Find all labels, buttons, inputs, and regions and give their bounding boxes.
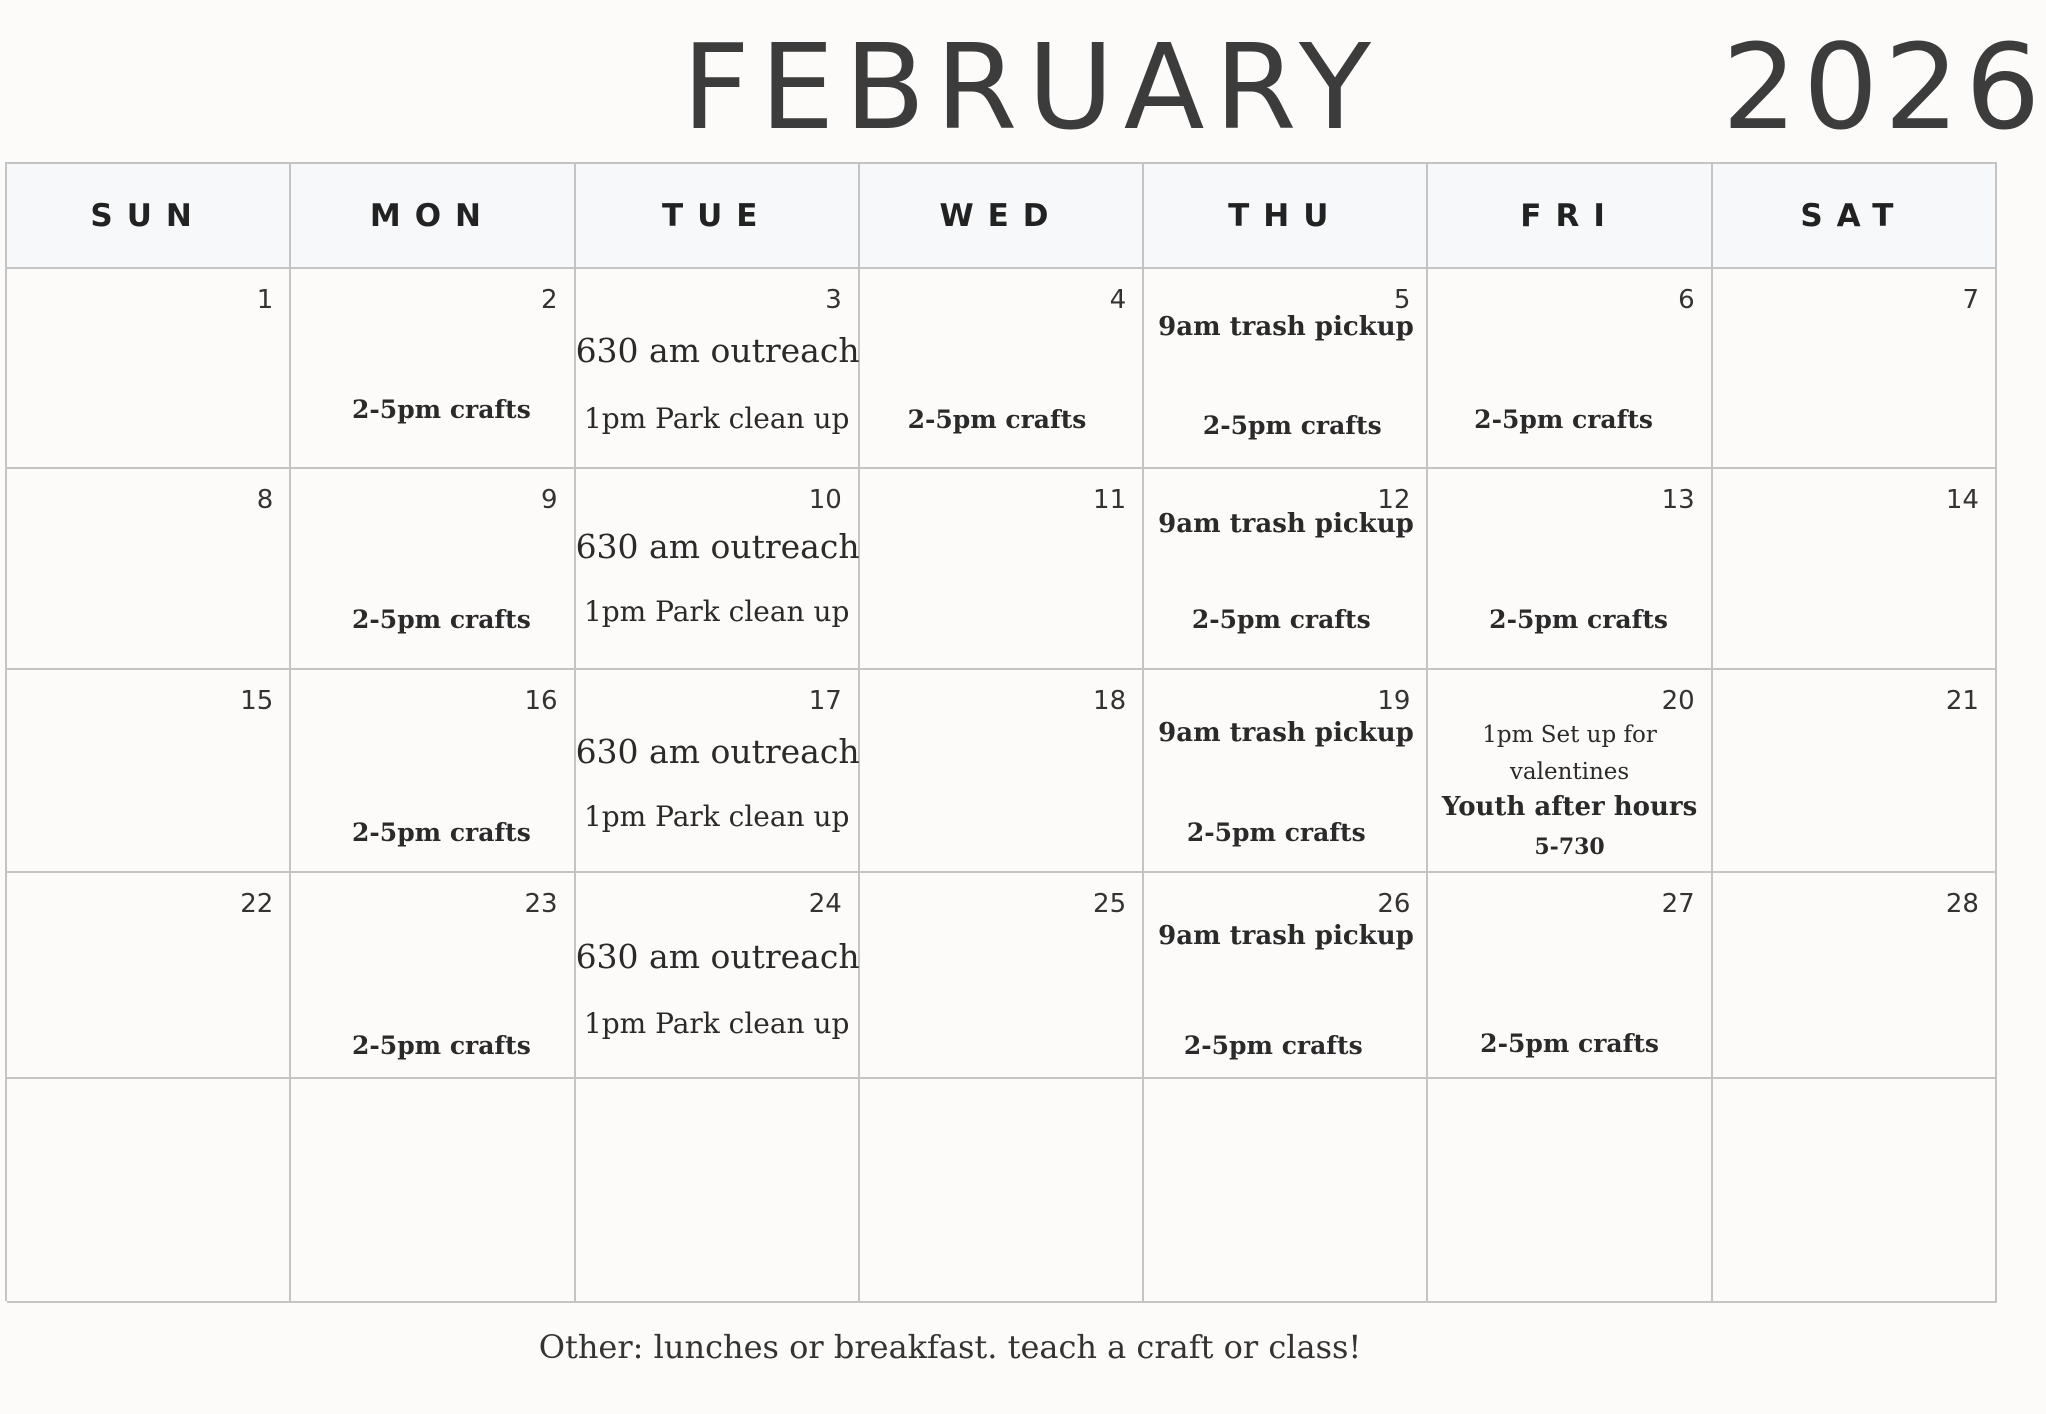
day-cell-7 [1713, 269, 1997, 469]
day-number: 4 [1109, 285, 1127, 315]
day-number: 5 [1393, 285, 1411, 315]
day-cell-5 [1144, 269, 1428, 469]
day-number: 10 [808, 485, 842, 515]
day-number: 11 [1093, 485, 1127, 515]
event-outreach: 630 am outreach [575, 732, 860, 771]
event-crafts: 2-5pm crafts [1191, 605, 1371, 634]
day-cell-24 [576, 873, 860, 1079]
weekday-mon: MON [291, 164, 575, 269]
day-number: 21 [1945, 686, 1979, 716]
day-number: 23 [524, 889, 558, 919]
event-park-cleanup: 1pm Park clean up [583, 1007, 850, 1040]
event-crafts: 2-5pm crafts [907, 405, 1087, 434]
day-number: 9 [541, 485, 558, 515]
day-cell-18 [860, 670, 1144, 873]
calendar-grid [5, 162, 1997, 1301]
event-crafts: 2-5pm crafts [1202, 411, 1382, 440]
event-crafts: 2-5pm crafts [352, 605, 531, 634]
day-cell-25 [860, 873, 1144, 1079]
empty-cell [1428, 1079, 1712, 1303]
event-outreach: 630 am outreach [575, 527, 860, 566]
day-number: 2 [541, 285, 558, 315]
event-youth-after-hours: Youth after hours [1441, 792, 1698, 822]
event-outreach: 630 am outreach [575, 937, 860, 976]
day-cell-20 [1428, 670, 1712, 873]
event-trash-pickup: 9am trash pickup [1158, 509, 1414, 539]
event-crafts: 2-5pm crafts [1489, 605, 1668, 634]
day-number: 16 [524, 686, 558, 716]
event-trash-pickup: 9am trash pickup [1158, 312, 1414, 342]
weekday-fri: FRI [1428, 164, 1712, 269]
day-number: 19 [1377, 686, 1411, 716]
day-cell-19 [1144, 670, 1428, 873]
day-number: 20 [1661, 686, 1695, 716]
day-cell-3 [576, 269, 860, 469]
day-cell-14 [1713, 469, 1997, 670]
day-number: 6 [1678, 285, 1695, 315]
day-number: 8 [256, 485, 274, 515]
day-cell-12 [1144, 469, 1428, 670]
event-valentines-setup-line1: 1pm Set up for [1482, 722, 1657, 748]
day-cell-1 [7, 269, 291, 469]
day-cell-28 [1713, 873, 1997, 1079]
event-youth-time: 5-730 [1534, 834, 1605, 860]
empty-cell [860, 1079, 1144, 1303]
day-cell-15 [7, 670, 291, 873]
empty-cell [291, 1079, 575, 1303]
day-number: 1 [256, 285, 274, 315]
day-cell-2 [291, 269, 575, 469]
day-number: 27 [1661, 889, 1695, 919]
event-crafts: 2-5pm crafts [1186, 818, 1366, 847]
day-number: 13 [1661, 485, 1695, 515]
day-cell-22 [7, 873, 291, 1079]
day-cell-17 [576, 670, 860, 873]
event-park-cleanup: 1pm Park clean up [583, 800, 850, 833]
day-cell-4 [860, 269, 1144, 469]
event-crafts: 2-5pm crafts [1474, 405, 1653, 434]
event-crafts: 2-5pm crafts [1183, 1031, 1363, 1060]
event-valentines-setup-line2: valentines [1509, 759, 1630, 785]
day-number: 24 [808, 889, 842, 919]
day-number: 25 [1093, 889, 1127, 919]
day-cell-27 [1428, 873, 1712, 1079]
day-number: 26 [1377, 889, 1411, 919]
day-number: 7 [1962, 285, 1979, 315]
day-cell-26 [1144, 873, 1428, 1079]
day-cell-8 [7, 469, 291, 670]
day-number: 14 [1945, 485, 1979, 515]
empty-cell [576, 1079, 860, 1303]
day-cell-10 [576, 469, 860, 670]
empty-cell [1713, 1079, 1997, 1303]
day-number: 12 [1377, 485, 1411, 515]
empty-cell [7, 1079, 291, 1303]
weekday-sun: SUN [7, 164, 291, 269]
day-number: 28 [1945, 889, 1979, 919]
weekday-thu: THU [1144, 164, 1428, 269]
event-crafts: 2-5pm crafts [352, 818, 531, 847]
event-outreach: 630 am outreach [575, 331, 860, 370]
day-cell-21 [1713, 670, 1997, 873]
weekday-tue: TUE [576, 164, 860, 269]
footer-note: Other: lunches or breakfast. teach a craft or class! [538, 1328, 1362, 1366]
day-number: 22 [240, 889, 274, 919]
event-trash-pickup: 9am trash pickup [1158, 718, 1414, 748]
empty-cell [1144, 1079, 1428, 1303]
day-number: 15 [240, 686, 274, 716]
event-crafts: 2-5pm crafts [352, 395, 531, 424]
day-number: 3 [825, 285, 842, 315]
day-cell-6 [1428, 269, 1712, 469]
event-trash-pickup: 9am trash pickup [1158, 921, 1414, 951]
event-crafts: 2-5pm crafts [352, 1031, 531, 1060]
event-park-cleanup: 1pm Park clean up [583, 595, 850, 628]
event-crafts: 2-5pm crafts [1480, 1029, 1659, 1058]
day-cell-23 [291, 873, 575, 1079]
weekday-sat: SAT [1713, 164, 1997, 269]
day-number: 17 [808, 686, 842, 716]
event-park-cleanup: 1pm Park clean up [583, 402, 850, 435]
day-cell-16 [291, 670, 575, 873]
month-title: FEBRUARY [682, 18, 1381, 156]
day-cell-9 [291, 469, 575, 670]
year-title: 2026 [1722, 18, 2046, 156]
day-number: 18 [1093, 686, 1127, 716]
weekday-wed: WED [860, 164, 1144, 269]
day-cell-11 [860, 469, 1144, 670]
day-cell-13 [1428, 469, 1712, 670]
